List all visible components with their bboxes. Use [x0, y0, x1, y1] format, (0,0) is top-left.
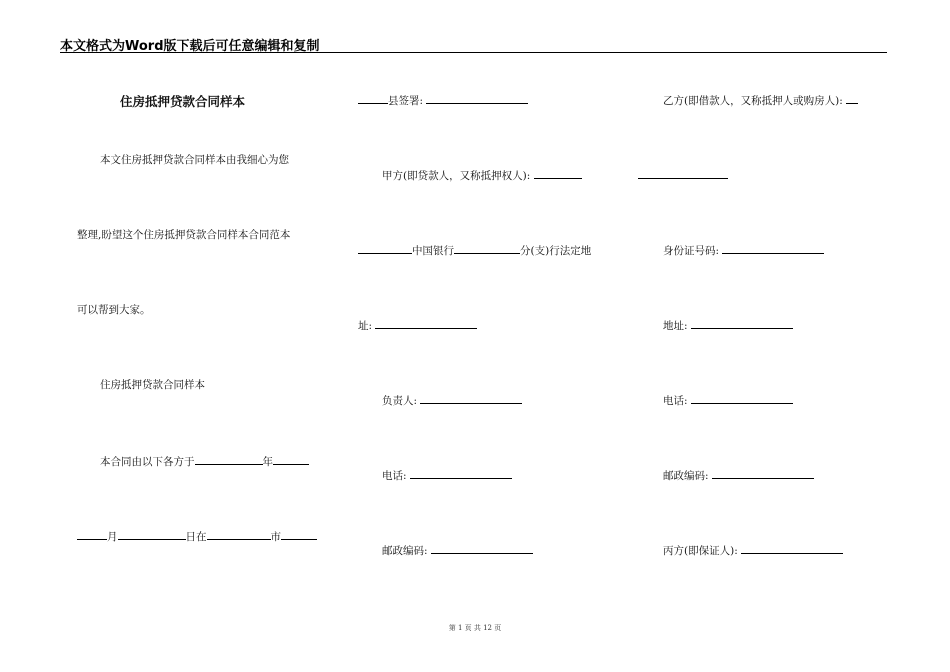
contract-date-line [100, 453, 309, 469]
contract-subtitle: 住房抵押贷款合同样本 [100, 379, 205, 391]
phone-label-b: 电话: [663, 395, 688, 407]
address-line-b [663, 317, 793, 333]
phone-label-a: 电话: [382, 470, 407, 482]
address-label-b: 地址: [663, 320, 688, 332]
blank-field[interactable] [722, 242, 824, 254]
responsible-label: 负责人: [382, 395, 418, 407]
postal-code-label-a: 邮政编码: [382, 545, 428, 557]
blank-field[interactable] [410, 467, 512, 479]
header-divider [60, 52, 887, 53]
document-title: 住房抵押贷款合同样本 [120, 94, 246, 109]
blank-field[interactable] [375, 317, 477, 329]
id-number-line [663, 242, 824, 258]
blank-field[interactable] [426, 92, 528, 104]
city-label: 市 [270, 531, 281, 543]
branch-label: 分(支)行法定地 [520, 245, 592, 257]
address-label-a: 址: [358, 320, 373, 332]
intro-line-1: 本文住房抵押贷款合同样本由我细心为您 [100, 154, 289, 166]
blank-field[interactable] [638, 167, 728, 179]
blank-field[interactable] [358, 92, 388, 104]
party-b-label: 乙方(即借款人，又称抵押人或购房人): [663, 95, 843, 107]
blank-field[interactable] [281, 528, 317, 540]
blank-field[interactable] [741, 542, 843, 554]
contract-place-line [77, 528, 317, 544]
address-line-a [358, 317, 477, 333]
blank-field[interactable] [77, 528, 107, 540]
county-sign-label: 县签署: [388, 95, 424, 107]
party-b-line [663, 92, 858, 108]
blank-field[interactable] [273, 453, 309, 465]
party-a-label: 甲方(即贷款人，又称抵押权人): [382, 170, 531, 182]
county-sign-line [358, 92, 528, 108]
blank-field[interactable] [846, 92, 858, 104]
party-c-label: 丙方(即保证人): [663, 545, 738, 557]
month-label: 月 [107, 531, 118, 543]
blank-field[interactable] [712, 467, 814, 479]
day-label: 日在 [185, 531, 207, 543]
phone-line-b [663, 392, 793, 408]
page-number: 第 1 页 共 12 页 [448, 624, 502, 632]
blank-field[interactable] [207, 528, 271, 540]
phone-line-a [382, 467, 512, 483]
postal-code-line-b [663, 467, 814, 483]
bank-label: 中国银行 [412, 245, 454, 257]
document-header-title: 本文格式为Word版下载后可任意编辑和复制 [60, 39, 320, 54]
blank-field[interactable] [691, 317, 793, 329]
party-c-line [663, 542, 843, 558]
blank-field[interactable] [358, 242, 412, 254]
intro-line-2: 整理,盼望这个住房抵押贷款合同样本合同范本 [77, 229, 291, 241]
blank-field[interactable] [195, 453, 263, 465]
blank-field[interactable] [454, 242, 520, 254]
id-number-label: 身份证号码: [663, 245, 720, 257]
blank-field[interactable] [420, 392, 522, 404]
bank-line [358, 242, 591, 258]
party-a-line [382, 167, 582, 183]
postal-code-line-a [382, 542, 533, 558]
year-label: 年 [262, 456, 273, 468]
party-b-continuation [638, 167, 728, 183]
postal-code-label-b: 邮政编码: [663, 470, 709, 482]
responsible-line [382, 392, 522, 408]
contract-prefix: 本合同由以下各方于 [100, 456, 195, 468]
blank-field[interactable] [691, 392, 793, 404]
blank-field[interactable] [431, 542, 533, 554]
intro-line-3: 可以帮到大家。 [77, 304, 151, 316]
blank-field[interactable] [534, 167, 582, 179]
blank-field[interactable] [118, 528, 186, 540]
